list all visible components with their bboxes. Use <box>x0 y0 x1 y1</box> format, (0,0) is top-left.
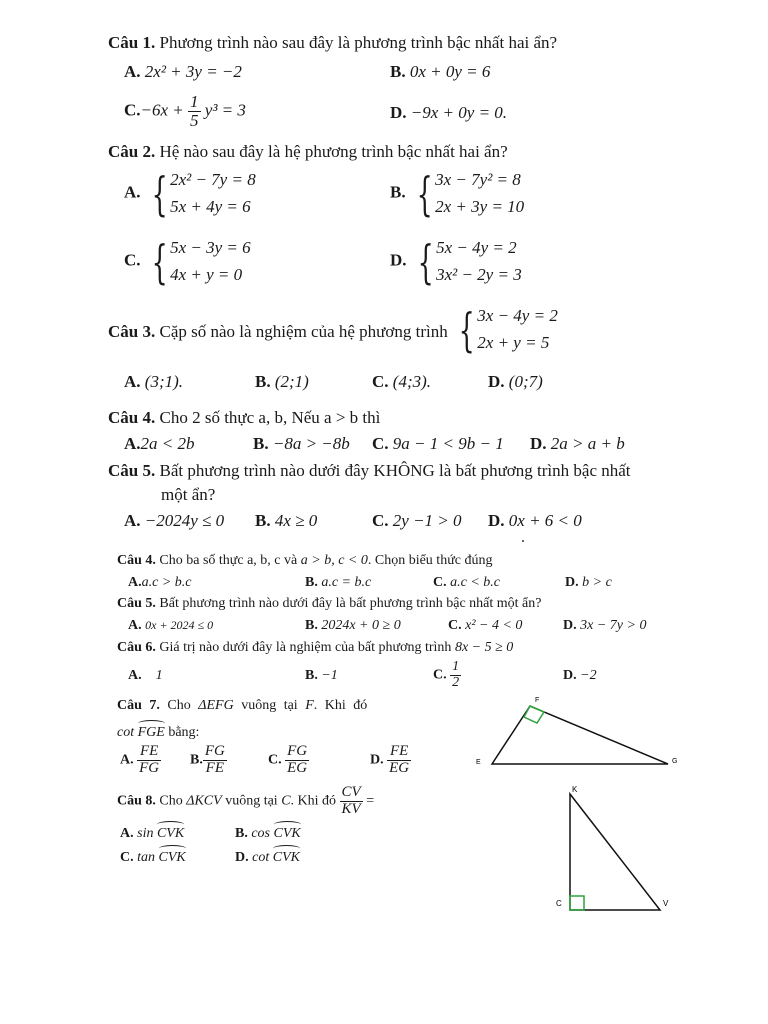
q2-stem: Câu 2. Hệ nào sau đây là hệ phương trình bậc nhất hai ẩn? <box>108 142 508 161</box>
triangle-efg <box>492 706 668 764</box>
q1-option-b: B. 0x + 0y = 6 <box>390 62 491 81</box>
q5b-option-b: B. 2024x + 0 ≥ 0 <box>305 618 401 633</box>
triangle-efg-figure <box>470 692 690 772</box>
q8-option-a: A. sin CVK <box>120 823 184 842</box>
q5b-option-c: C. x² − 4 < 0 <box>448 618 523 633</box>
q5-stem: Câu 5. Bất phương trình nào dưới đây KHÔNG là bất phương trình bậc nhất <box>108 461 631 480</box>
q1-option-a: A. 2x² + 3y = −2 <box>124 62 242 81</box>
vertex-label-f: F <box>535 697 540 704</box>
q1-text: Phương trình nào sau đây là phương trình bậc nhất hai ẩn? <box>159 33 558 52</box>
q3-stem: Câu 3. Cặp số nào là nghiệm của hệ phương trình <box>108 322 448 341</box>
q6-stem: Câu 6. Giá trị nào dưới đây là nghiệm của bất phương trình 8x − 5 ≥ 0 <box>117 640 514 655</box>
q8-option-d: D. cot CVK <box>235 847 300 866</box>
right-angle-mark-f <box>524 706 544 723</box>
q5b-option-a: A. 0x + 2024 ≤ 0 <box>128 618 214 633</box>
q5b-option-d: D. 3x − 7y > 0 <box>563 618 647 633</box>
q8-option-c: C. tan CVK <box>120 847 186 866</box>
vertex-label-k: K <box>572 785 578 794</box>
q4b-stem: Câu 4. Cho ba số thực a, b, c và a > b, c < 0. Chọn biểu thức đúng <box>117 553 493 568</box>
q6-option-b: B. −1 <box>305 668 338 683</box>
stray-dot <box>522 540 524 542</box>
triangle-kcv-figure <box>550 782 680 922</box>
q2-option-d: D. { 5x − 4y = 2 3x² − 2y = 3 <box>390 234 522 289</box>
q1-c-fraction: $\frac{1}{5}$ <box>190 92 199 130</box>
q6-option-d: D. −2 <box>563 668 597 683</box>
q5-stem-line2: một ẩn? <box>161 485 216 504</box>
q4-option-a: A.2a < 2b <box>124 434 195 453</box>
q3-option-d: D. (0;7) <box>488 372 543 391</box>
right-angle-mark-c <box>570 896 584 910</box>
q3-option-a: A. (3;1). <box>124 372 184 391</box>
vertex-label-e: E <box>476 759 481 766</box>
q6-option-a: A. 1 <box>128 668 163 683</box>
q5-option-c: C. 2y −1 > 0 <box>372 511 462 530</box>
q7-stem: Câu 7. Cho ΔEFG vuông tại F. Khi đó <box>117 698 368 713</box>
q4-option-d: D. 2a > a + b <box>530 434 625 453</box>
q5-option-b: B. 4x ≥ 0 <box>255 511 318 530</box>
q7-stem-line2: cot FGE bằng: <box>117 722 199 741</box>
q6-option-c: C. $\frac{1}{2}$ <box>433 659 460 690</box>
q2-option-c: C. { 5x − 3y = 6 4x + y = 0 <box>124 234 251 289</box>
q1-option-c: C.−6x + $\frac{1}{5}$ y³ = 3 <box>124 92 246 130</box>
triangle-kcv <box>570 794 660 910</box>
q2-option-a: A. { 2x² − 7y = 8 5x + 4y = 6 <box>124 166 256 221</box>
vertex-label-g: G <box>672 758 678 765</box>
q1-option-d: D. −9x + 0y = 0. <box>390 103 508 122</box>
q4b-option-a: A.a.c > b.c <box>128 575 192 590</box>
q7-option-d: D. $\frac{FE}{EG}$ <box>370 743 410 776</box>
q5-option-a: A. −2024y ≤ 0 <box>124 511 225 530</box>
vertex-label-c: C <box>556 899 562 908</box>
q2-option-b: B. { 3x − 7y² = 8 2x + 3y = 10 <box>390 166 525 221</box>
q7-option-b: B. $\frac{FG}{FE}$ <box>190 743 225 776</box>
q4-option-c: C. 9a − 1 < 9b − 1 <box>372 434 504 453</box>
q4-stem: Câu 4. Cho 2 số thực a, b, Nếu a > b thì <box>108 408 381 427</box>
q5-option-d: D. 0x + 6 < 0 <box>488 511 582 530</box>
q4b-option-d: D. b > c <box>565 575 612 590</box>
q3-option-b: B. (2;1) <box>255 372 309 391</box>
q4b-option-c: C. a.c < b.c <box>433 575 500 590</box>
q7-option-a: A. $\frac{FE}{FG}$ <box>120 743 160 776</box>
q7-option-c: C. $\frac{FG}{EG}$ <box>268 743 308 776</box>
q5b-stem: Câu 5. Bất phương trình nào dưới đây là bất phương trình bậc nhất một ẩn? <box>117 596 542 611</box>
q3-option-c: C. (4;3). <box>372 372 432 391</box>
q3-system: { 3x − 4y = 2 2x + y = 5 <box>458 302 558 357</box>
q8-option-b: B. cos CVK <box>235 823 301 842</box>
q1-stem <box>108 33 557 53</box>
q4b-option-b: B. a.c = b.c <box>305 575 372 590</box>
q4-option-b: B. −8a > −8b <box>253 434 350 453</box>
q1-label: Câu 1. <box>108 33 156 52</box>
vertex-label-v: V <box>663 899 669 908</box>
q8-stem: Câu 8. Cho ΔKCV vuông tại C. Khi đó $\frac{CV}{KV}$ = <box>117 784 375 817</box>
